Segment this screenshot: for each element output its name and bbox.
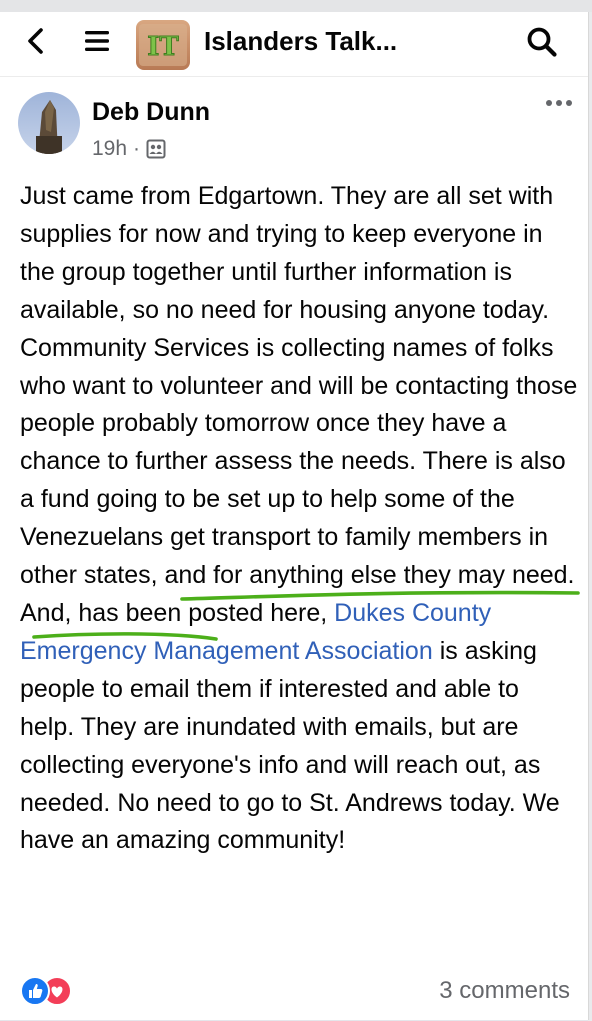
author-avatar[interactable] (18, 92, 80, 154)
post-text (20, 178, 580, 860)
avatar-image (18, 92, 80, 154)
group-title[interactable]: Islanders Talk... (204, 26, 398, 56)
reaction-summary[interactable] (20, 976, 72, 1006)
comments-count[interactable]: 3 comments (439, 977, 570, 1004)
more-options-icon[interactable] (544, 96, 574, 110)
author-name[interactable]: Deb Dunn (92, 98, 211, 126)
dukes-county-link[interactable]: Dukes County Emergency Management Association (20, 598, 492, 665)
like-reaction-icon (20, 976, 50, 1006)
post-text-part-2: is asking people to email them if interested and able to help. They are inundated with emails, but are collecting everyone's info and will reach out, as needed. No need to go to St. Andrews today. We have an amazing community! (20, 636, 560, 855)
post-text-part-1: Just came from Edgartown. They are all set with supplies for now and trying to keep everyone in the group together until further information is available, so no need for housing anyone today. Community Services is collecting names of folks who want to volunteer and will be contacting those people probably tomorrow once they have a chance to further assess the needs. There is also a fund going to be set up to help some of the Venezuelans get transport to family members in other states, and for anything else they may need. And, has been posted here, (20, 182, 578, 627)
post-card (0, 12, 589, 1020)
meta-separator: · (133, 137, 141, 160)
search-icon[interactable] (526, 26, 558, 58)
group-members-icon (146, 139, 166, 159)
post-meta (92, 134, 166, 164)
group-header (0, 12, 588, 77)
status-strip (0, 0, 592, 12)
hamburger-menu-icon[interactable] (84, 28, 110, 54)
chevron-left-icon[interactable] (24, 26, 48, 56)
svg-text:IT: IT (147, 32, 179, 62)
group-logo[interactable] (136, 20, 190, 70)
post-time[interactable]: 19h (92, 137, 128, 160)
group-logo-image (136, 20, 190, 70)
